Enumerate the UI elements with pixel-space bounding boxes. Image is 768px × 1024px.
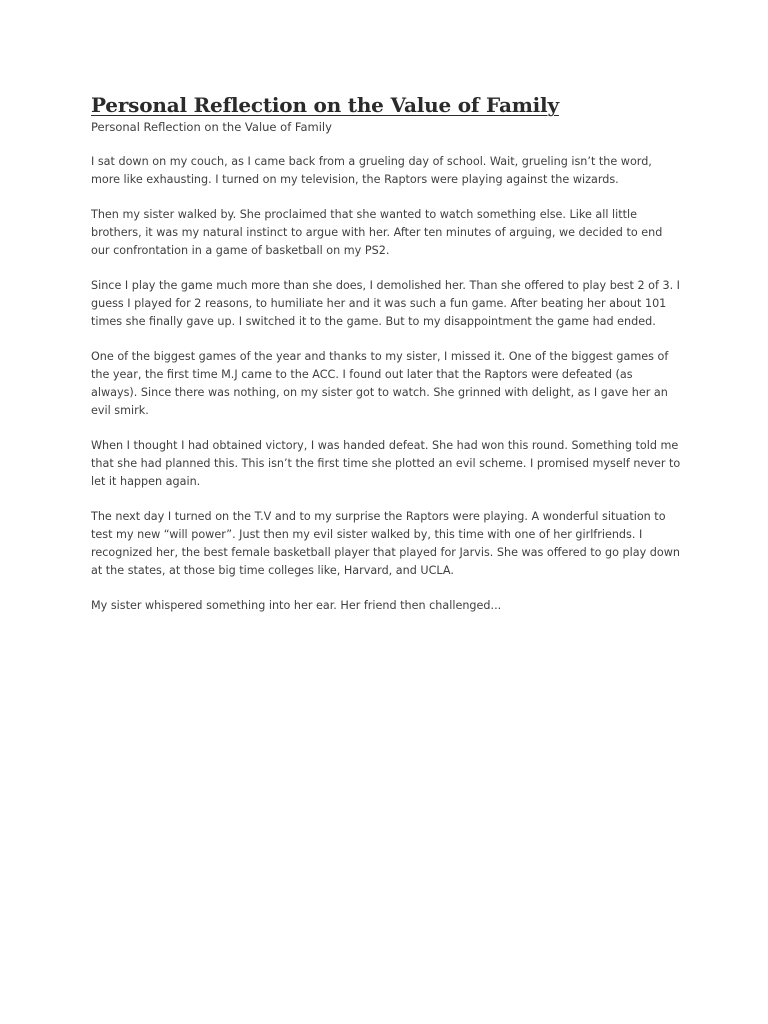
paragraph-3: Since I play the game much more than she does, I demolished her. Than she offered to play best 2 of 3. I guess I played for 2 reasons, to humiliate her and it was such a fun game. After beating her about 101 times she finally gave up. I switched it to the game. But to my disappointment the game had ended. bbox=[91, 279, 680, 328]
document-page bbox=[91, 93, 681, 615]
document-title: Personal Reflection on the Value of Family bbox=[91, 93, 559, 117]
paragraph-7: My sister whispered something into her ear. Her friend then challenged... bbox=[91, 599, 502, 612]
paragraph-6: The next day I turned on the T.V and to my surprise the Raptors were playing. A wonderful situation to test my new “will power”. Just then my evil sister walked by, this time with one of her girlfriends. I recognized her, the best female basketball player that played for Jarvis. She was offered to go play down at the states, at those big time colleges like, Harvard, and UCLA. bbox=[91, 510, 680, 577]
document-subtitle: Personal Reflection on the Value of Family bbox=[91, 120, 332, 134]
paragraph-5: When I thought I had obtained victory, I was handed defeat. She had won this round. Something told me that she had planned this. This isn’t the first time she plotted an evil scheme. I promised myself never to let it happen again. bbox=[91, 439, 681, 488]
paragraph-4: One of the biggest games of the year and thanks to my sister, I missed it. One of the biggest games of the year, the first time M.J came to the ACC. I found out later that the Raptors were defeated (as always). Since there was nothing, on my sister got to watch. She grinned with delight, as I gave her an evil smirk. bbox=[91, 350, 669, 417]
paragraph-1: I sat down on my couch, as I came back from a grueling day of school. Wait, grueling isn’t the word, more like exhausting. I turned on my television, the Raptors were playing against the wizards. bbox=[91, 155, 652, 186]
paragraph-2: Then my sister walked by. She proclaimed that she wanted to watch something else. Like all little brothers, it was my natural instinct to argue with her. After ten minutes of arguing, we decided to end our confrontation in a game of basketball on my PS2. bbox=[91, 208, 663, 257]
